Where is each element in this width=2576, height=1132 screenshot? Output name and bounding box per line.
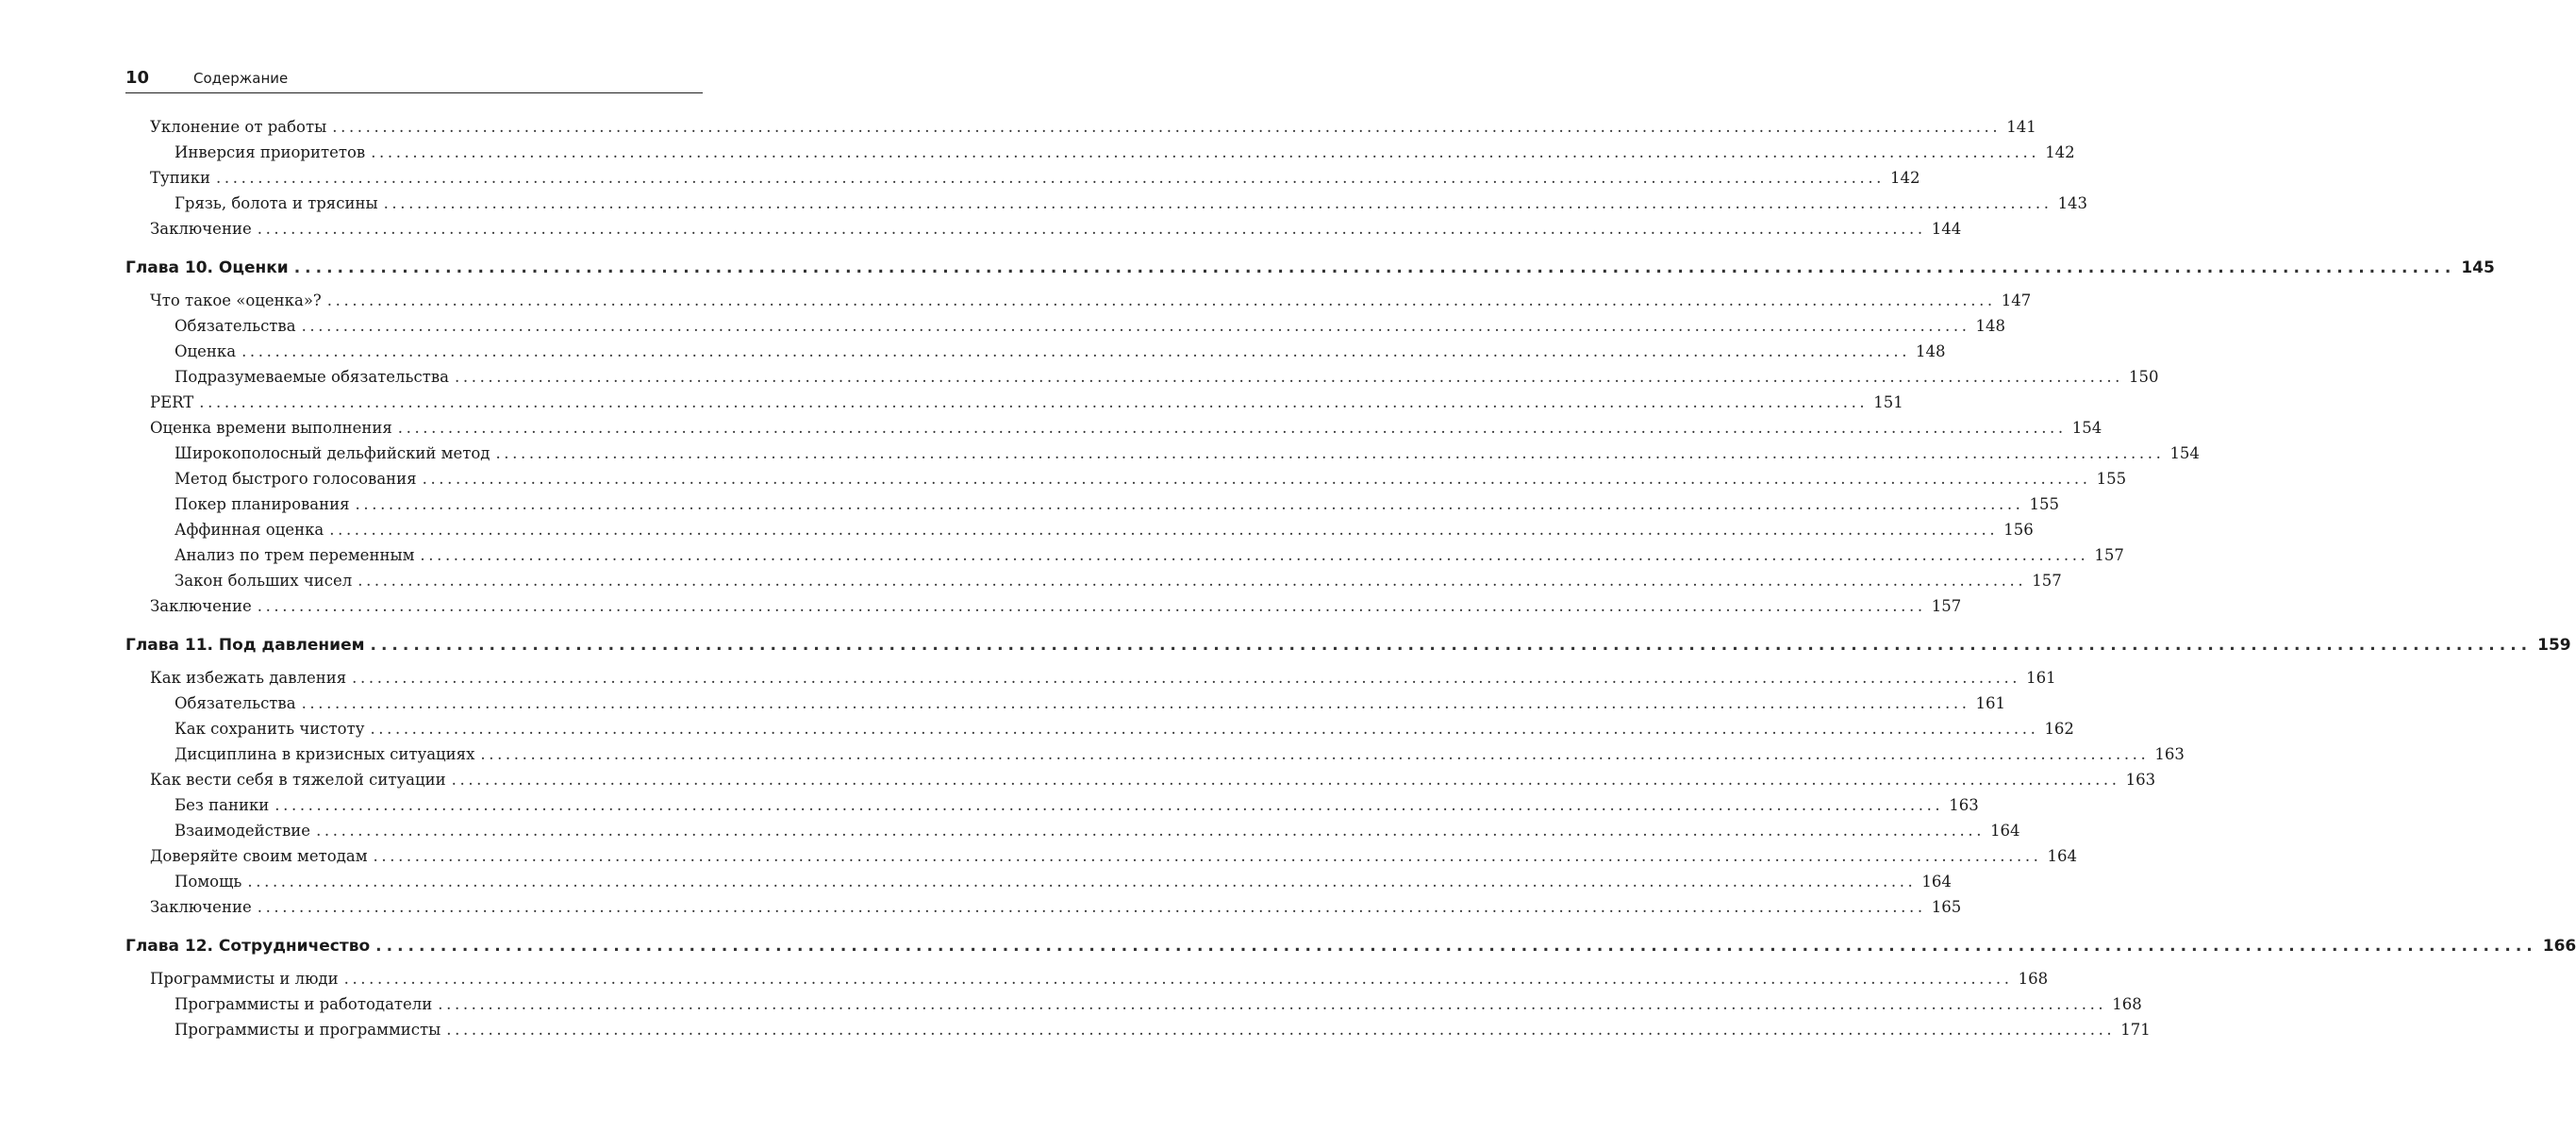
toc-entry-title: Подразумеваемые обязательства xyxy=(175,368,450,386)
toc-entry-page: 156 xyxy=(2003,521,2034,539)
toc-entry xyxy=(125,991,2142,1017)
toc-entry-title: Метод быстрого голосования xyxy=(175,470,417,488)
dot-leader: ........................................................................................................................................................................................................ xyxy=(455,368,2124,386)
toc-entry xyxy=(125,165,1920,191)
toc-entry xyxy=(125,191,2088,216)
toc-entry xyxy=(125,288,2032,313)
toc-entry-title: Программисты и люди xyxy=(150,970,339,988)
dot-leader: ........................................................................................................................................................................................................ xyxy=(420,546,2089,564)
dot-leader: ........................................................................................................................................................................................................ xyxy=(371,143,2040,161)
dot-leader: ........................................................................................................................................................................................................ xyxy=(343,970,2013,988)
toc-entry-page: 141 xyxy=(2006,118,2036,136)
toc-entry xyxy=(125,466,2127,491)
toc-entry-page: 168 xyxy=(2112,995,2142,1013)
dot-leader: ........................................................................................................................................................................................................ xyxy=(329,521,1999,539)
toc-entry-page: 151 xyxy=(1873,393,1903,411)
toc-entry-page: 148 xyxy=(1975,317,2006,335)
toc-entry-page: 163 xyxy=(2154,745,2185,763)
toc-entry-title: Грязь, болота и трясины xyxy=(175,194,378,212)
toc-chapter xyxy=(125,254,2495,282)
toc-entry-page: 162 xyxy=(2044,720,2074,738)
dot-leader: ........................................................................................................................................................................................................ xyxy=(383,194,2052,212)
toc-entry-page: 163 xyxy=(2125,771,2156,789)
toc-entry xyxy=(125,716,2074,741)
toc-entry-page: 150 xyxy=(2129,368,2159,386)
toc-entry-page: 145 xyxy=(2461,258,2495,277)
dot-leader: ........................................................................................................................................................................................................ xyxy=(451,771,2120,789)
toc-entry-page: 142 xyxy=(1890,169,1920,187)
toc-entry xyxy=(125,741,2185,767)
toc-entry-title: Заключение xyxy=(150,597,252,615)
dot-leader: ........................................................................................................................................................................................................ xyxy=(316,822,1986,840)
running-title: Содержание xyxy=(193,70,289,87)
toc-entry-page: 154 xyxy=(2169,444,2200,462)
toc-entry-title: Без паники xyxy=(175,796,270,814)
page-header xyxy=(125,68,703,93)
toc-entry xyxy=(125,792,1979,818)
dot-leader: ........................................................................................................................................................................................................ xyxy=(397,419,2067,437)
toc-entry-page: 148 xyxy=(1916,342,1946,360)
toc-entry-page: 159 xyxy=(2537,636,2571,655)
dot-leader: ........................................................................................................................................................................................................ xyxy=(293,258,2456,277)
toc-chapter xyxy=(125,932,2576,960)
dot-leader: ........................................................................................................................................................................................................ xyxy=(332,118,2002,136)
toc-entry xyxy=(125,869,1952,894)
toc-entry-page: 164 xyxy=(1921,873,1952,891)
toc-entry-page: 147 xyxy=(2001,291,2032,309)
toc-entry-title: Инверсия приоритетов xyxy=(175,143,366,161)
toc-entry-page: 144 xyxy=(1931,220,1962,238)
toc-entry-title: Обязательства xyxy=(175,694,296,712)
toc-entry-page: 157 xyxy=(2094,546,2124,564)
dot-leader: ........................................................................................................................................................................................................ xyxy=(257,898,1926,916)
toc-entry-page: 163 xyxy=(1949,796,1979,814)
toc-entry-title: Заключение xyxy=(150,220,252,238)
toc-entry xyxy=(125,216,1962,241)
toc-entry-title: Глава 10. Оценки xyxy=(125,258,289,277)
toc-entry xyxy=(125,491,2060,517)
dot-leader: ........................................................................................................................................................................................................ xyxy=(301,317,1970,335)
dot-leader: ........................................................................................................................................................................................................ xyxy=(257,220,1926,238)
table-of-contents xyxy=(125,114,2576,1042)
toc-entry-page: 164 xyxy=(2047,847,2078,865)
toc-entry xyxy=(125,313,2006,339)
toc-entry xyxy=(125,593,1962,619)
dot-leader: ........................................................................................................................................................................................................ xyxy=(199,393,1869,411)
toc-entry-title: Доверяйте своим методам xyxy=(150,847,368,865)
toc-entry-page: 161 xyxy=(1975,694,2006,712)
toc-entry-page: 168 xyxy=(2018,970,2049,988)
toc-entry-page: 157 xyxy=(2032,572,2062,590)
toc-entry-title: Глава 12. Сотрудничество xyxy=(125,937,371,956)
dot-leader: ........................................................................................................................................................................................................ xyxy=(257,597,1926,615)
toc-entry-title: Как вести себя в тяжелой ситуации xyxy=(150,771,446,789)
dot-leader: ........................................................................................................................................................................................................ xyxy=(375,937,2537,956)
toc-entry xyxy=(125,966,2049,991)
toc-entry xyxy=(125,339,1946,364)
toc-entry-page: 155 xyxy=(2029,495,2060,513)
toc-entry-title: Дисциплина в кризисных ситуациях xyxy=(175,745,475,763)
toc-entry xyxy=(125,894,1962,920)
dot-leader: ........................................................................................................................................................................................................ xyxy=(370,720,2039,738)
toc-entry xyxy=(125,415,2102,441)
toc-entry-title: Как избежать давления xyxy=(150,669,347,687)
toc-entry-page: 166 xyxy=(2542,937,2576,956)
toc-entry xyxy=(125,140,2075,165)
toc-entry-title: Аффинная оценка xyxy=(175,521,324,539)
dot-leader: ........................................................................................................................................................................................................ xyxy=(438,995,2107,1013)
dot-leader: ........................................................................................................................................................................................................ xyxy=(274,796,1944,814)
toc-entry-page: 143 xyxy=(2057,194,2088,212)
toc-entry-title: Взаимодействие xyxy=(175,822,311,840)
toc-entry xyxy=(125,364,2159,390)
dot-leader: ........................................................................................................................................................................................................ xyxy=(247,873,1917,891)
toc-entry-page: 154 xyxy=(2071,419,2102,437)
toc-entry-title: Глава 11. Под давлением xyxy=(125,636,365,655)
toc-entry-title: Как сохранить чистоту xyxy=(175,720,365,738)
dot-leader: ........................................................................................................................................................................................................ xyxy=(357,572,2027,590)
toc-entry-title: Широкополосный дельфийский метод xyxy=(175,444,490,462)
toc-entry-title: Покер планирования xyxy=(175,495,350,513)
toc-entry-title: PERT xyxy=(150,393,194,411)
dot-leader: ........................................................................................................................................................................................................ xyxy=(301,694,1970,712)
dot-leader: ........................................................................................................................................................................................................ xyxy=(355,495,2024,513)
toc-entry xyxy=(125,818,2020,843)
toc-entry xyxy=(125,517,2034,542)
dot-leader: ........................................................................................................................................................................................................ xyxy=(216,169,1886,187)
toc-entry-title: Обязательства xyxy=(175,317,296,335)
dot-leader: ........................................................................................................................................................................................................ xyxy=(495,444,2165,462)
toc-entry xyxy=(125,767,2156,792)
toc-entry-page: 164 xyxy=(1990,822,2020,840)
toc-entry xyxy=(125,542,2124,568)
dot-leader: ........................................................................................................................................................................................................ xyxy=(352,669,2021,687)
toc-entry-page: 142 xyxy=(2045,143,2075,161)
dot-leader: ........................................................................................................................................................................................................ xyxy=(446,1021,2116,1039)
toc-entry xyxy=(125,665,2056,691)
dot-leader: ........................................................................................................................................................................................................ xyxy=(373,847,2042,865)
toc-entry-page: 157 xyxy=(1931,597,1962,615)
dot-leader: ........................................................................................................................................................................................................ xyxy=(480,745,2150,763)
toc-entry-page: 161 xyxy=(2026,669,2056,687)
toc-entry xyxy=(125,691,2006,716)
toc-entry xyxy=(125,114,2036,140)
toc-entry-page: 155 xyxy=(2096,470,2127,488)
toc-entry-title: Тупики xyxy=(150,169,211,187)
dot-leader: ........................................................................................................................................................................................................ xyxy=(370,636,2533,655)
dot-leader: ........................................................................................................................................................................................................ xyxy=(422,470,2091,488)
toc-entry-title: Что такое «оценка»? xyxy=(150,291,322,309)
dot-leader: ........................................................................................................................................................................................................ xyxy=(326,291,1996,309)
toc-entry-title: Помощь xyxy=(175,873,242,891)
page-number: 10 xyxy=(125,68,150,88)
toc-entry xyxy=(125,441,2200,466)
toc-entry xyxy=(125,390,1903,415)
toc-entry-title: Программисты и работодатели xyxy=(175,995,433,1013)
toc-entry-page: 171 xyxy=(2120,1021,2151,1039)
dot-leader: ........................................................................................................................................................................................................ xyxy=(241,342,1911,360)
toc-entry xyxy=(125,568,2062,593)
toc-entry xyxy=(125,843,2078,869)
toc-entry-title: Анализ по трем переменным xyxy=(175,546,415,564)
toc-entry-title: Оценка xyxy=(175,342,237,360)
toc-chapter xyxy=(125,631,2571,659)
toc-entry-page: 165 xyxy=(1931,898,1962,916)
toc-entry-title: Закон больших чисел xyxy=(175,572,353,590)
toc-entry-title: Оценка времени выполнения xyxy=(150,419,392,437)
toc-entry-title: Уклонение от работы xyxy=(150,118,327,136)
toc-entry-title: Заключение xyxy=(150,898,252,916)
toc-entry-title: Программисты и программисты xyxy=(175,1021,441,1039)
toc-entry xyxy=(125,1017,2151,1042)
